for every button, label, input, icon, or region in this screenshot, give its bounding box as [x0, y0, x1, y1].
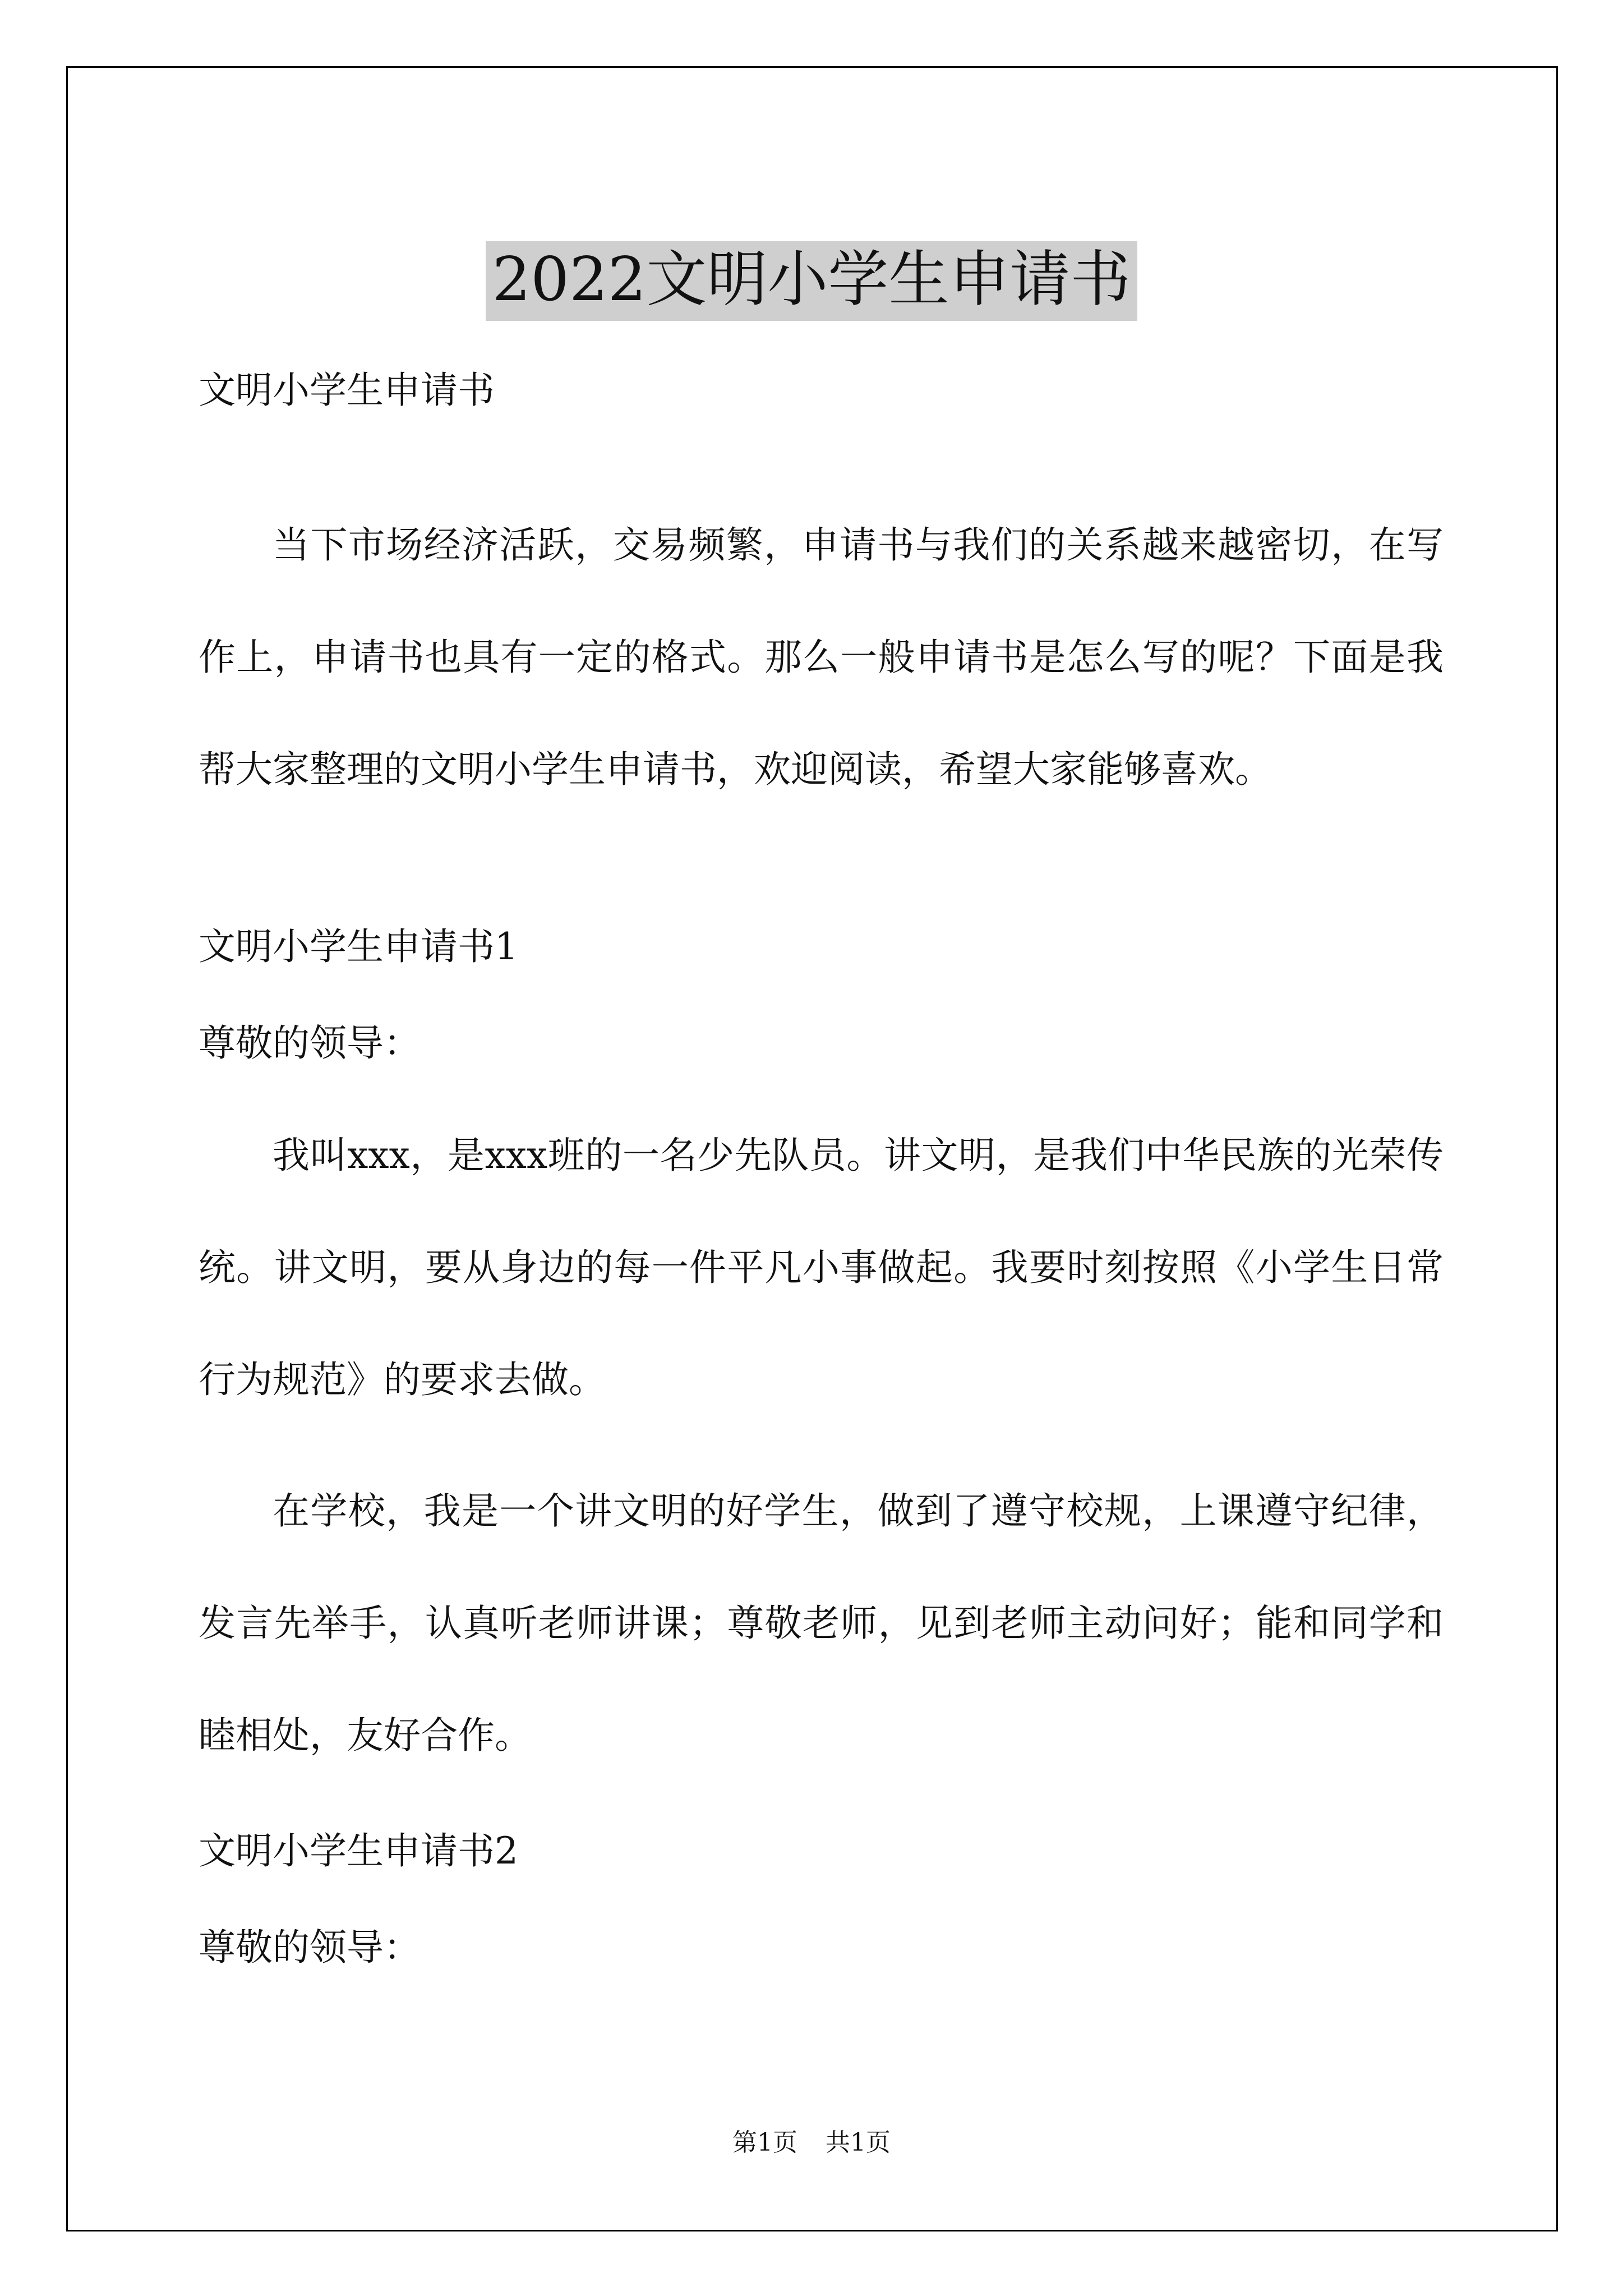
- page-footer: [0, 2126, 1623, 2160]
- section-1-paragraph-2: 在学校，我是一个讲文明的好学生，做到了遵守校规，上课遵守纪律，发言先举手，认真听老师讲课；尊敬老师，见到老师主动问好；能和同学和睦相处，友好合作。: [199, 1489, 1444, 1757]
- section-2-salutation: 尊敬的领导：: [199, 1926, 421, 1969]
- section-spacer: [199, 1792, 1444, 1814]
- intro-paragraph: 当下市场经济活跃，交易频繁，申请书与我们的关系越来越密切，在写作上，申请书也具有一定的格式。那么一般申请书是怎么写的呢？下面是我帮大家整理的文明小学生申请书，欢迎阅读，希望大家能够喜欢。: [199, 523, 1444, 791]
- section-spacer: [199, 826, 1444, 910]
- document-subtitle: 文明小学生申请书: [199, 369, 495, 412]
- document-body: [199, 353, 1444, 1985]
- title-container: [0, 201, 1623, 362]
- section-1-heading: 文明小学生申请书1: [199, 925, 518, 968]
- section-2-heading: 文明小学生申请书2: [199, 1829, 518, 1872]
- page-number-total: 共1页: [826, 2128, 891, 2157]
- section-1-paragraph-1: 我叫xxx，是xxx班的一名少先队员。讲文明，是我们中华民族的光荣传统。讲文明，要从身边的每一件平凡小事做起。我要时刻按照《小学生日常行为规范》的要求去做。: [199, 1134, 1444, 1401]
- document-title: 2022文明小学生申请书: [486, 241, 1138, 321]
- page-number-current: 第1页: [732, 2128, 797, 2157]
- section-1-salutation: 尊敬的领导：: [199, 1022, 421, 1065]
